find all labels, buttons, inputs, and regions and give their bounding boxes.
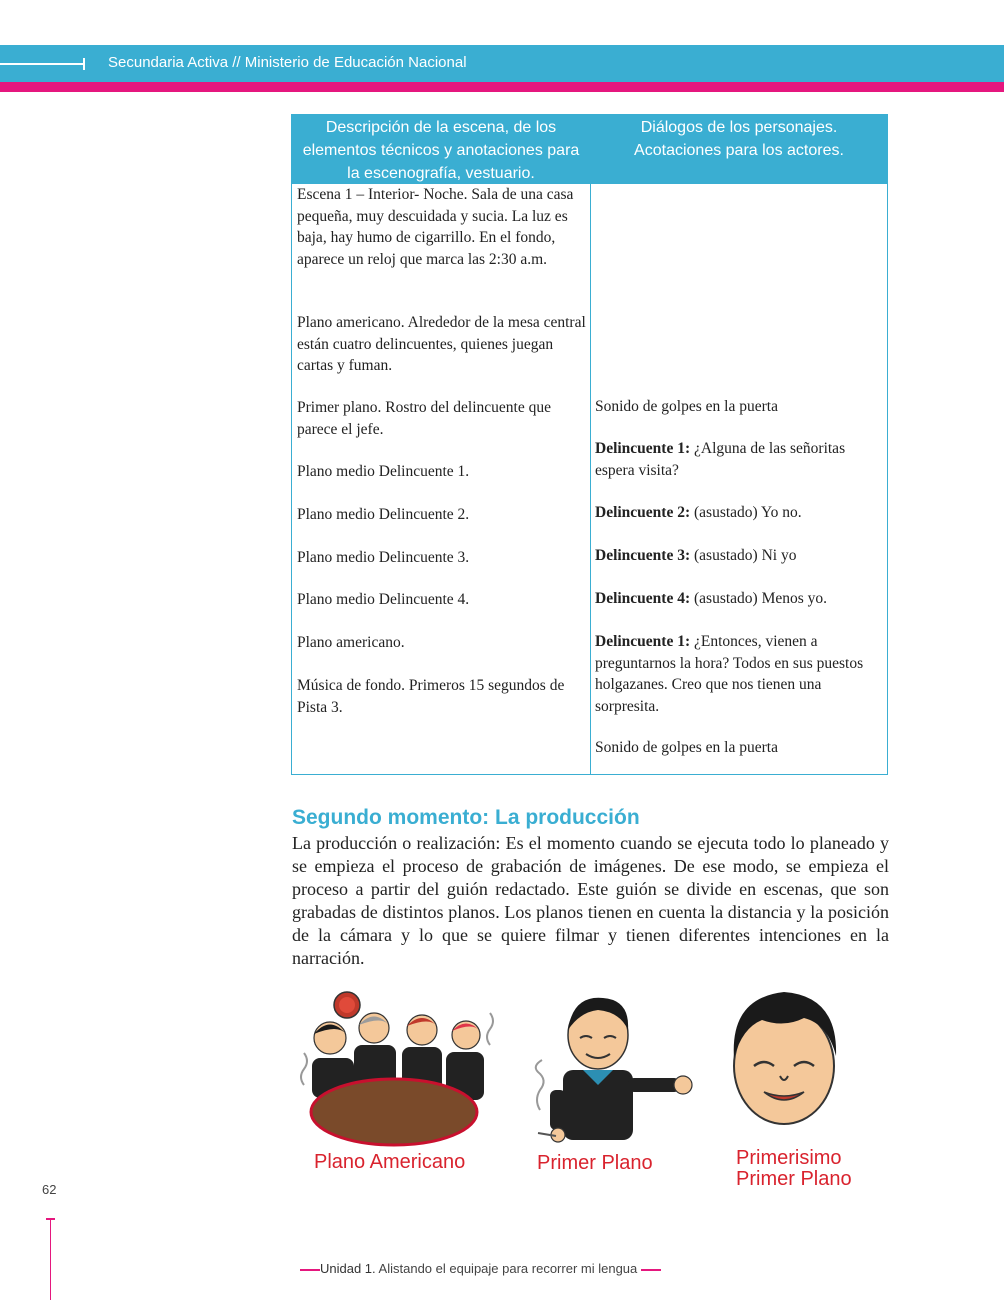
table-cell-right: [595, 588, 885, 610]
primer-plano-illustration: [528, 990, 693, 1145]
caption-plano-americano: Plano Americano: [314, 1151, 466, 1173]
dialogue-text: Sonido de golpes en la puerta: [595, 739, 778, 756]
dialogue-text: ¿Entonces, vienen a preguntarnos la hora? Todos en sus puestos holgazanes. Creo que nos tienen una sorpresita.: [595, 633, 864, 715]
speaker-label: Delincuente 1:: [595, 440, 691, 457]
caption-primerisimo-line2: Primer Plano: [736, 1168, 852, 1190]
footer-left-rule: [300, 1269, 320, 1271]
footer-unit-title: Alistando el equipaje para recorrer mi lengua: [375, 1261, 638, 1276]
dialogue-text: (asustado) Ni yo: [690, 547, 797, 564]
section-title: Segundo momento: La producción: [292, 806, 640, 829]
table-cell-right: [595, 631, 885, 717]
table-header-description: [292, 115, 590, 184]
table-cell-right: [595, 438, 885, 481]
section-paragraph: La producción o realización: Es el momento cuando se ejecuta todo lo planeado y se empieza el proceso de grabación de imágenes. De ese modo, se empieza el proceso a partir del guión redactado. Este guión se divide en escenas, que son grabadas de distintos planos. Los planos tienen en cuenta la distancia y la posición de la cámara y lo que se quiere filmar y tienen diferentes intenciones en la narración.: [292, 833, 889, 968]
table-column-divider: [590, 115, 591, 774]
footer-vertical-line: [50, 1219, 51, 1300]
footer-unit-label: Unidad 1.: [320, 1261, 376, 1276]
table-cell-right: [595, 502, 885, 524]
speaker-label: Delincuente 3:: [595, 547, 691, 564]
table-cell-left: Plano medio Delincuente 4.: [297, 591, 470, 608]
speaker-label: Delincuente 4:: [595, 590, 691, 607]
table-header-dialogues: [591, 115, 887, 184]
dialogue-text: Sonido de golpes en la puerta: [595, 398, 778, 415]
table-cell-left: Plano americano. Alrededor de la mesa central están cuatro delincuentes, quienes juegan cartas y fuman.: [297, 314, 586, 374]
table-cell-left: Primer plano. Rostro del delincuente que parece el jefe.: [297, 399, 551, 438]
caption-primerisimo-line1: Primerisimo: [736, 1147, 842, 1169]
dialogue-text: ¿Alguna de las señoritas espera visita?: [595, 440, 846, 479]
footer-right-rule: [641, 1269, 661, 1271]
table-cell-left: Plano medio Delincuente 1.: [297, 463, 470, 480]
speaker-label: Delincuente 2:: [595, 504, 691, 521]
table-cell-right: [595, 545, 885, 567]
header-bar: [0, 45, 1004, 82]
dialogue-text: (asustado) Yo no.: [690, 504, 802, 521]
table-cell-left: Plano medio Delincuente 3.: [297, 549, 470, 566]
speaker-label: Delincuente 1:: [595, 633, 691, 650]
header-rule: [0, 63, 84, 65]
table-cell-left: Plano medio Delincuente 2.: [297, 506, 470, 523]
page-number: 62: [42, 1182, 57, 1197]
table-header-dialogues-text: Diálogos de los personajes. Acotaciones para los actores.: [634, 119, 844, 159]
table-cell-left: Escena 1 – Interior- Noche. Sala de una casa pequeña, muy descuidada y sucia. La luz es baja, hay humo de cigarrillo. En el fondo, aparece un reloj que marca las 2:30 a.m.: [297, 186, 574, 268]
table-cell-left: Plano americano.: [297, 634, 405, 651]
header-pink-stripe: [0, 82, 1004, 92]
primerisimo-primer-plano-illustration: [724, 988, 844, 1128]
caption-primer-plano: Primer Plano: [537, 1152, 653, 1174]
script-table: [291, 114, 888, 775]
table-cell-right: [595, 737, 885, 759]
table-cell-left: Música de fondo. Primeros 15 segundos de Pista 3.: [297, 677, 565, 716]
table-cell-right: [595, 396, 885, 418]
footer-unit: [300, 1261, 661, 1276]
table-header-description-text: Descripción de la escena, de los elementos técnicos y anotaciones para la escenografía, vestuario.: [302, 119, 580, 182]
caption-primerisimo-primer-plano: [736, 1148, 852, 1190]
header-title: Secundaria Activa // Ministerio de Educación Nacional: [108, 54, 467, 71]
dialogue-text: (asustado) Menos yo.: [690, 590, 828, 607]
header-rule-tick: [83, 58, 85, 70]
plano-americano-illustration: [294, 990, 499, 1150]
